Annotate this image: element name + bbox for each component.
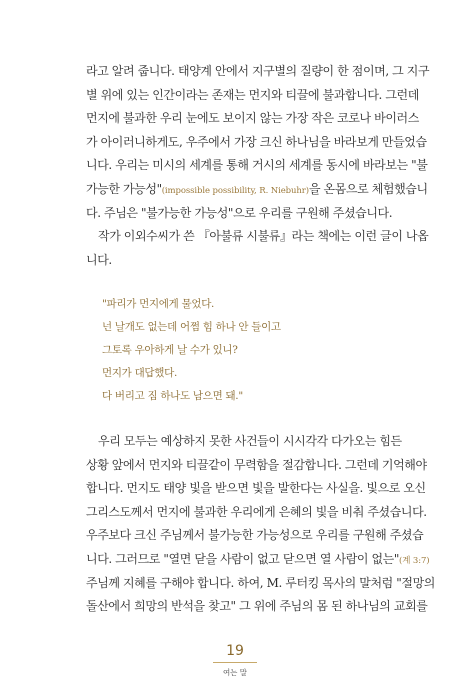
text-segment: 가능한 가능성" bbox=[86, 181, 162, 196]
quote-line: 그토록 우아하게 날 수가 있니? bbox=[102, 344, 238, 356]
text-line: 가 아이러니하게도, 우주에서 가장 크신 하나님을 바라보게 만들었습 bbox=[86, 134, 427, 149]
text-line: 상황 앞에서 먼지와 티끌같이 무력함을 절감합니다. 그런데 기억해야 bbox=[86, 457, 427, 472]
text-line: 작가 이외수씨가 쓴 『아불류 시불류』라는 책에는 이런 글이 나옵 bbox=[98, 229, 429, 243]
quote-line: "파리가 먼지에게 물었다. bbox=[102, 298, 215, 310]
text-line: 니다. 우리는 미시의 세계를 통해 거시의 세계를 동시에 바라보는 "불 bbox=[86, 158, 428, 173]
text-segment: 니다. 그러므로 "열면 닫을 사람이 없고 닫으면 열 사람이 없는" bbox=[86, 551, 399, 566]
citation-reference: (계 3:7) bbox=[399, 555, 430, 566]
text-line bbox=[86, 548, 430, 572]
citation-reference: (impossible possibility, R. Niebuhr) bbox=[161, 185, 309, 196]
section-label: 여는 말 bbox=[222, 668, 248, 677]
paragraph-3 bbox=[86, 430, 435, 619]
paragraph-1 bbox=[86, 60, 430, 225]
text-line: 돌산에서 희망의 반석을 찾고" 그 위에 주님의 몸 된 하나님의 교회를 bbox=[86, 599, 428, 614]
block-quote bbox=[102, 293, 281, 408]
text-line: 다. 주님은 "불가능한 가능성"으로 우리를 구원해 주셨습니다. bbox=[86, 205, 393, 220]
text-line: 합니다. 먼지도 태양 빛을 받으면 빛을 발한다는 사실을. 빛으로 오신 bbox=[86, 481, 426, 496]
footer-divider bbox=[213, 662, 257, 663]
page-number: 19 bbox=[226, 643, 244, 659]
quote-line: 다 버리고 짐 하나도 남으면 돼." bbox=[102, 390, 243, 402]
text-line: 별 위에 있는 인간이라는 존재는 먼지와 티끌에 불과합니다. 그런데 bbox=[86, 87, 419, 102]
quote-line: 넌 날개도 없는데 어쩜 힘 하나 안 들이고 bbox=[102, 321, 281, 333]
text-line: 주님께 지혜를 구해야 합니다. 하여, M. 루터킹 목사의 말처럼 "절망의 bbox=[86, 575, 435, 590]
text-line: 먼지에 불과한 우리 눈에도 보이지 않는 가장 작은 코로나 바이러스 bbox=[86, 111, 419, 126]
text-line: 우리 모두는 예상하지 못한 사건들이 시시각각 다가오는 힘든 bbox=[98, 434, 402, 448]
text-line bbox=[86, 178, 428, 202]
text-segment: 을 온몸으로 체험했습니 bbox=[308, 181, 428, 196]
text-line: 라고 알려 줍니다. 태양계 안에서 지구별의 질량이 한 점이며, 그 지구 bbox=[86, 64, 430, 78]
text-line: 니다. bbox=[86, 252, 112, 267]
text-line: 우주보다 크신 주님께서 불가능한 가능성으로 우리를 구원해 주셨습 bbox=[86, 528, 424, 543]
text-line: 그리스도께서 먼지에 불과한 우리에게 은혜의 빛을 비춰 주셨습니다. bbox=[86, 504, 427, 519]
quote-line: 먼지가 대답했다. bbox=[102, 367, 177, 379]
paragraph-2 bbox=[86, 225, 429, 272]
